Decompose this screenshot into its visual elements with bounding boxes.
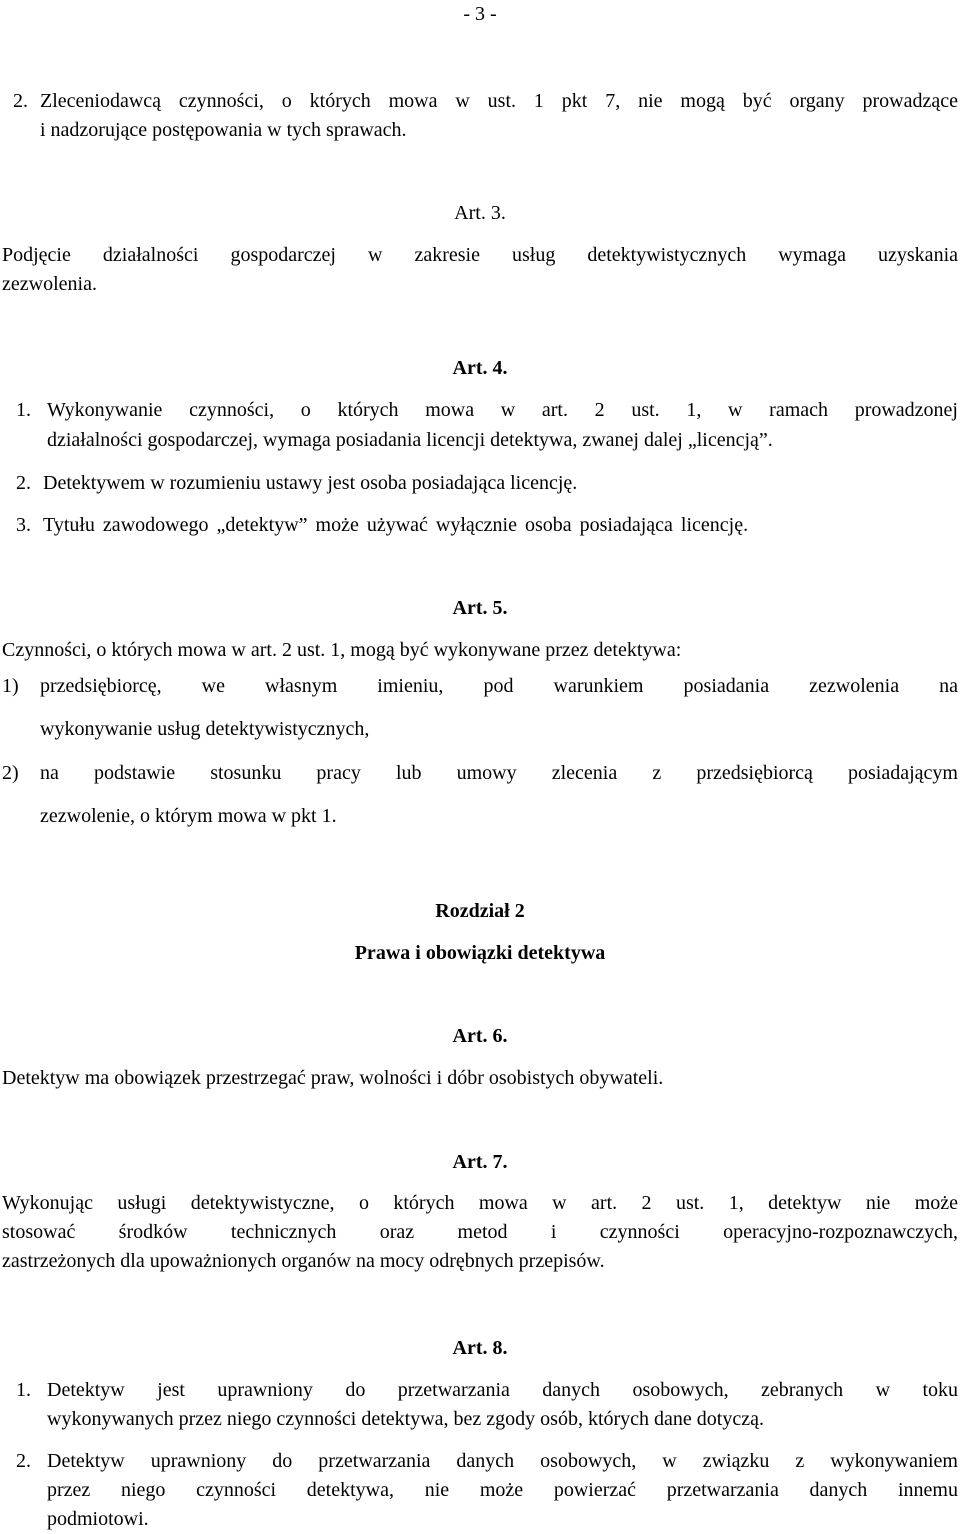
list-item-line: przedsiębiorcę, we własnym imieniu, pod warunkiem posiadania zezwolenia na (40, 675, 958, 697)
page-number: - 3 - (463, 3, 497, 25)
paragraph-line: Zleceniodawcą czynności, o których mowa w ust. 1 pkt 7, nie mogą być organy prowadzące (40, 90, 958, 112)
paragraph-number: 3. (16, 514, 31, 536)
paragraph-line: zezwolenia. (2, 273, 97, 295)
paragraph-line: przez niego czynności detektywa, nie może powierzać przetwarzania danych innemu (47, 1479, 958, 1501)
article-title: Art. 5. (452, 597, 508, 619)
paragraph-number: 2. (16, 1450, 31, 1472)
paragraph-line: i nadzorujące postępowania w tych sprawach. (40, 119, 407, 141)
list-item-line: na podstawie stosunku pracy lub umowy zlecenia z przedsiębiorcą posiadającym (40, 762, 958, 784)
paragraph-line: Wykonywanie czynności, o których mowa w art. 2 ust. 1, w ramach prowadzonej (47, 399, 958, 421)
paragraph-line: Wykonując usługi detektywistyczne, o których mowa w art. 2 ust. 1, detektyw nie może (2, 1192, 958, 1214)
paragraph-line: Tytułu zawodowego „detektyw” może używać wyłącznie osoba posiadająca licencję. (43, 514, 749, 536)
paragraph-line: podmiotowi. (47, 1508, 149, 1530)
paragraph-line: Detektyw jest uprawniony do przetwarzania danych osobowych, zebranych w toku (47, 1379, 958, 1401)
article-title: Art. 7. (452, 1151, 508, 1173)
paragraph-line: działalności gospodarczej, wymaga posiadania licencji detektywa, zwanej dalej „licencją”. (47, 429, 773, 451)
list-item-line: zezwolenie, o którym mowa w pkt 1. (40, 805, 337, 827)
paragraph-line: zastrzeżonych dla upoważnionych organów na mocy odrębnych przepisów. (2, 1250, 605, 1272)
paragraph-number: 2. (13, 90, 28, 112)
article-title: Art. 3. (454, 202, 506, 224)
paragraph-line: Detektyw uprawniony do przetwarzania danych osobowych, w związku z wykonywaniem (47, 1450, 958, 1472)
article-title: Art. 4. (452, 357, 508, 379)
list-item-line: wykonywanie usług detektywistycznych, (40, 718, 370, 740)
paragraph-number: 2. (16, 472, 31, 494)
paragraph-number: 1. (16, 399, 31, 421)
article-title: Art. 6. (452, 1025, 508, 1047)
paragraph-line: Detektywem w rozumieniu ustawy jest osoba posiadająca licencję. (43, 472, 578, 494)
paragraph-number: 1. (16, 1379, 31, 1401)
paragraph-line: Podjęcie działalności gospodarczej w zakresie usług detektywistycznych wymaga uzyskania (2, 244, 958, 266)
paragraph-line: Czynności, o których mowa w art. 2 ust. 1, mogą być wykonywane przez detektywa: (2, 639, 682, 661)
chapter-title: Prawa i obowiązki detektywa (354, 942, 606, 964)
article-title: Art. 8. (452, 1337, 508, 1359)
list-item-number: 2) (2, 762, 19, 784)
chapter-number: Rozdział 2 (435, 900, 525, 922)
paragraph-line: wykonywanych przez niego czynności detektywa, bez zgody osób, których dane dotyczą. (47, 1408, 764, 1430)
list-item-number: 1) (2, 675, 19, 697)
paragraph-line: stosować środków technicznych oraz metod i czynności operacyjno-rozpoznawczych, (2, 1221, 958, 1243)
paragraph-line: Detektyw ma obowiązek przestrzegać praw, wolności i dóbr osobistych obywateli. (2, 1067, 664, 1089)
